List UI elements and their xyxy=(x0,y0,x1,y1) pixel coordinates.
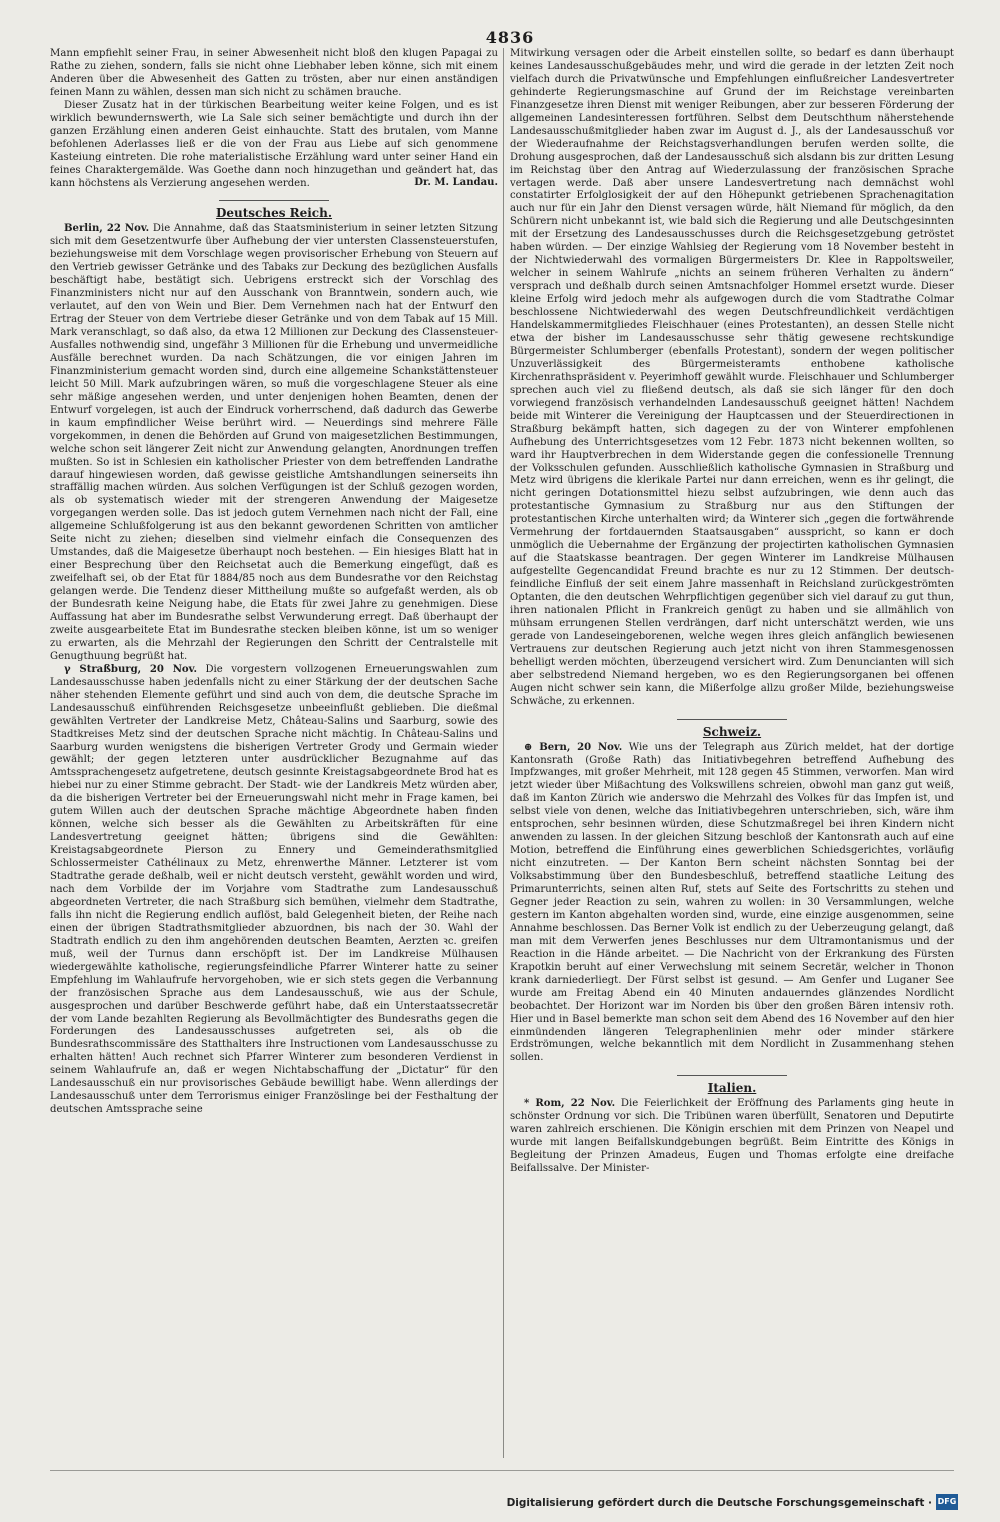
news-item-rom xyxy=(510,1098,954,1176)
news-text: Die vorgestern vollzogenen Erneuerungswahlen zum Landesausschusse haben jedenfalls nicht zu einer Stärkung der der deutschen Sache näher stehenden Elemente geführt und sind auch von dem, die deutsche Sprache im Landesausschuß einführenden Reichsgesetze unbeeinflußt geblieben. Die dießmal gewählten Vertreter der Landkreise Metz, Château-Salins und Saarburg, sowie des Stadtkreises Metz sind der deutschen Sprache nicht mächtig. In Château-Salins und Saarburg wurden wenigstens die bisherigen Vertreter Grody und Germain wieder gewählt; der gegen letzteren unter ausdrücklicher Bezugnahme auf das Amtssprachengesetz aufgetretene, deutsch gesinnte Kreistagsabgeordnete Brod hat es hiebei nur zu einer Stimme gebracht. Der Stadt- wie der Landkreis Metz würden aber, da die bisherigen Vertreter bei der Erneuerungswahl nicht mehr in Frage kamen, bei gutem Willen auch der deutschen Sprache mächtige Abgeordnete haben finden können, welche sich besser als die Gewählten zu Arbeitskräften für eine Landesvertretung geeignet hätten; übrigens sind die Gewählten: Kreistagsabgeordnete Pierson zu Ennery und Gemeinderathsmitglied Schlossermeister Cathélinaux zu Metz, ehrenwerthe Männer. Letzterer ist vom Stadtrathe gerade deßhalb, weil er nicht deutsch versteht, gewählt worden und wird, nach dem Vorbilde der im Vorjahre vom Stadtrathe zum Landesausschuß abgeordneten Vertreter, die nach Straßburg sich bemühen, vielmehr dem Stadtrathe, falls ihn nicht die Regierung endlich auflöst, bald Gelegenheit bieten, der Reihe nach einen der übrigen Stadtrathsmitglieder abzuordnen, bis nach der 30. Wahl der Stadtrath endlich zu den ihm angehörenden deutschen Beamten, Aerzten ꝛc. greifen muß, weil der Turnus dann erschöpft ist. Der im Landkreise Mülhausen wiedergewählte katholische, regierungsfeindliche Pfarrer Winterer hatte zu seiner Empfehlung im Wahlaufrufe hervorgehoben, wie er sich stets gegen die Verbannung der französischen Sprache aus dem Landesausschuß, wie aus der Schule, ausgesprochen und darüber Beschwerde geführt habe, daß ein Unterstaatssecretär der vom Lande bezahlten Regierung als Bevollmächtigter des Bundesraths gegen die Forderungen des Landesausschusses aufgetreten sei, als ob die Bundesrathscommissäre des Statthalters ihre Instructionen vom Landesausschusse zu erhalten hätten! Auch rechnet sich Pfarrer Winterer zum besonderen Verdienst in seinem Wahlaufrufe an, daß er wegen Nichtabschaffung der „Dictatur“ für den Landesausschuß ein nur provisorisches Gebäude bewilligt habe. Wenn allerdings der Landesausschuß unter dem Terrorismus einiger Französlinge bei der Festhaltung der deutschen Amtssprache seine xyxy=(50,663,498,1116)
dateline: * Rom, 22 Nov. xyxy=(524,1098,616,1110)
article-paragraph: Mann empfiehlt seiner Frau, in seiner Abwesenheit nicht bloß den klugen Papagai zu Rathe zu ziehen, sondern, falls sie nicht ohne Liebhaber leben könne, sich mit einem Anderen über die Abwesenheit des Gatten zu trösten, aber nur einen anständigen feinen Mann zu wählen, dessen man sich nicht zu schämen brauche. xyxy=(50,48,498,98)
news-text: Die Annahme, daß das Staatsministerium in seiner letzten Sitzung sich mit dem Gesetzentwurfe über Aufhebung der vier untersten Classensteuerstufen, beziehungsweise mit dem Vorschlage wegen provisorischer Erhebung von Steuern auf den Vertrieb gewisser Getränke und des Tabaks zur Deckung des bezüglichen Ausfalls beschäftigt habe, bestätigt sich. Uebrigens erstreckt sich der Vorschlag des Finanzministers nicht nur auf den Ausschank von Branntwein, sondern auch, wie verlautet, auf den von Wein und Bier. Dem Vernehmen nach hat der Entwurf den Ertrag der Steuer von dem Vertriebe dieser Getränke und von dem Tabak auf 15 Mill. Mark veranschlagt, so daß also, da etwa 12 Millionen zur Deckung des Classensteuer-Ausfalles nothwendig sind, ungefähr 3 Millionen für die Erhebung und unvermeidliche Ausfälle berechnet wurden. Da nach Schätzungen, die vor einigen Jahren im Finanzministerium gemacht worden sind, durch eine allgemeine Schankstättensteuer leicht 50 Mill. Mark aufzubringen wären, so muß die vorgeschlagene Steuer als eine sehr mäßige angesehen werden, und unter denjenigen hohen Beamten, denen der Entwurf vorgelegen, ist auch der Eindruck vorherrschend, daß dadurch das Gewerbe in kaum empfindlicher Weise berührt wird. — Neuerdings sind mehrere Fälle vorgekommen, in denen die Behörden auf Grund von maigesetzlichen Bestimmungen, welche schon seit längerer Zeit nicht zur Anwendung gelangten, Anordnungen treffen mußten. So ist in Schlesien ein katholischer Priester von dem betreffenden Landrathe darauf hingewiesen worden, daß gewisse geistliche Amtshandlungen seinerseits ihn straffällig machen würden. Aus solchen Verfügungen ist der Schluß gezogen worden, als ob systematisch wieder mit der strengeren Anwendung der Maigesetze vorgegangen werden solle. Das ist jedoch gutem Vernehmen nach nicht der Fall, eine allgemeine Schlußfolgerung ist aus den bekannt gewordenen Schritten von amtlicher Seite nicht zu ziehen; dieselben sind vielmehr einfach die Consequenzen des Umstandes, daß die Maigesetze überhaupt noch bestehen. — Ein hiesiges Blatt hat in einer Besprechung über den Reichsetat auch die Bemerkung eingefügt, daß es zweifelhaft sei, ob der Etat für 1884/85 noch aus dem Bundesrathe vor den Reichstag gelangen werde. Die Tendenz dieser Mittheilung mußte so aufgefaßt werden, als ob der Bundesrath keine Neigung habe, die Etats für zwei Jahre zu genehmigen. Diese Auffassung hat aber im Bundesrathe selbst Verwunderung erregt. Daß überhaupt der zweite ausgearbeitete Etat im Bundesrathe stecken bleiben könne, ist um so weniger zu erwarten, als die Mehrzahl der Regierungen den Schritt der Centralstelle mit Genugthuung begrüßt hat. xyxy=(50,223,498,662)
dateline: Berlin, 22 Nov. xyxy=(64,223,150,235)
right-column xyxy=(510,48,954,1458)
page-number: 4836 xyxy=(485,28,535,47)
dateline: ⊕ Bern, 20 Nov. xyxy=(524,741,623,753)
column-divider xyxy=(503,48,504,1458)
section-heading-schweiz: Schweiz. xyxy=(510,719,954,739)
digitization-credit: Digitalisierung gefördert durch die Deutsche Forschungsgemeinschaft · xyxy=(506,1497,932,1509)
news-item-strassburg xyxy=(50,664,498,1117)
news-continuation: Mitwirkung versagen oder die Arbeit einstellen sollte, so bedarf es dann überhaupt keines Landesausschußgebäudes mehr, und wird die gerade in der letzten Zeit noch vielfach durch die Privatwünsche und Empfehlungen einflußreicher Landesvertreter gehinderte Regierungsmaschine auf Grund der im Reichstage vereinbarten Finanzgesetze ihren Dienst mit weniger Reibungen, aber zur besseren Förderung der allgemeinen Landesinteressen fortführen. Selbst dem Deutschthum näherstehende Landesausschußmitglieder haben zwar im August d. J., als der Landesausschuß vor der Wiederaufnahme der Reichstagsverhandlungen berufen werden sollte, die Drohung ausgesprochen, daß der Landesausschuß sich alsdann bis zur dritten Lesung im Reichstag über den Antrag auf Wiederzulassung der französischen Sprache vertagen werde. Daß aber unsere Landesvertretung nach demnächst wohl constatirter Erfolglosigkeit der auf den Höhepunkt getriebenen Sprachenagitation auch nur für ein Jahr den Dienst versagen würde, hält Niemand für möglich, da den Schürern nicht unbekannt ist, wie bald sich die Regierung und alle Deutschgesinnten mit der Ersetzung des Landesausschusses durch die Reichsgesetzgebung getröstet haben würden. — Der einzige Wahlsieg der Regierung vom 18 November besteht in der Nichtwiederwahl des vormaligen Bürgermeisters Dr. Klee in Rappoltsweiler, welcher in seinem Wahlrufe „nichts an seinem früheren Verhalten zu ändern“ versprach und deßhalb durch seinen Amtsnachfolger Hommel ersetzt wurde. Dieser kleine Erfolg wird jedoch mehr als aufgewogen durch die vom Stadtrathe Colmar beschlossene Nichtwiederwahl des wegen Deutschfreundlichkeit verdächtigen Handelskammermitgliedes Fleischhauer (eines Protestanten), an dessen Stelle nicht etwa der bisher im Landesausschusse sehr thätig gewesene rechtskundige Bürgermeister Schlumberger (ebenfalls Protestant), sondern der wegen politischer Unzuverlässigkeit des Bürgermeisteramts enthobene katholische Kirchenrathspräsident v. Peyerimhoff gewählt wurde. Fleischhauer und Schlumberger sprechen auch viel zu fließend deutsch, als daß sie sich länger für den doch vorwiegend französisch verhandelnden Landesausschuß geeignet hätten! Nachdem beide mit Winterer die Vereinigung der Hauptcassen und der Steuerdirectionen in Straßburg bekämpft hatten, sich dagegen zu der von Winterer empfohlenen Aufhebung des Unterrichtsgesetzes vom 12 Febr. 1873 nicht bekennen wollten, so ward ihr Hauptverbrechen in dem Widerstande gegen die confessionelle Trennung der Volksschulen gefunden. Ausschließlich katholische Gymnasien in Straßburg und Metz wird übrigens die klerikale Partei nur dann erreichen, wenn es ihr gelingt, die nicht geringen Dotationsmittel hiezu selbst aufzubringen, wie denn auch das protestantische Gymnasium zu Straßburg nur aus den Stiftungen der protestantischen Kirche unterhalten wird; da Winterer sich „gegen die fortwährende Vermehrung der fortdauernden Staatsausgaben“ ausspricht, so kann er doch unmöglich die Uebernahme der Ergänzung der projectirten katholischen Gymnasien auf die Staatskasse beantragen. Der gegen Winterer im Landkreise Mülhausen aufgestellte Gegencandidat Freund brachte es nur zu 12 Stimmen. Der deutsch-feindliche Einfluß der seit einem Jahre massenhaft in Reichsland zurückgeströmten Optanten, die den deutschen Wehrpflichtigen gegenüber sich viel darauf zu gut thun, ihren nationalen Pflicht in Frankreich genügt zu haben und sie allmählich von mühsam errungenen Stellen verdrängen, darf nicht unterschätzt werden, wie uns gerade von Landeseingeborenen, welche wegen ihres gleich anfänglich bewiesenen Vertrauens zur deutschen Regierung auch jetzt nicht von ihren Stammesgenossen behelligt werden möchten, überzeugend versichert wird. Zum Denuncianten will sich aber selbstredend Niemand hergeben, wo es den Regierungsorganen bei offenen Augen nicht schwer sein kann, die Mißerfolge allzu großer Milde, beziehungsweise Schwäche, zu erkennen. xyxy=(510,48,954,707)
news-item-bern xyxy=(510,742,954,1066)
news-item-berlin xyxy=(50,223,498,663)
left-column xyxy=(50,48,498,1458)
news-text: Die Feierlichkeit der Eröffnung des Parlaments ging heute in schönster Ordnung vor sich. Die Tribünen waren überfüllt, Senatoren und Deputirte waren zahlreich erschienen. Die Königin erschien mit dem Prinzen von Neapel und wurde mit langen Beifallskundgebungen begrüßt. Beim Eintritte des Königs in Begleitung der Prinzen Amadeus, Eugen und Thomas erfolgte eine dreifache Beifallssalve. Der Minister- xyxy=(510,1098,954,1175)
author-signature: Dr. M. Landau. xyxy=(414,177,498,189)
dateline: γ Straßburg, 20 Nov. xyxy=(64,663,198,675)
section-heading-italien: Italien. xyxy=(510,1075,954,1095)
article-paragraph: Dieser Zusatz hat in der türkischen Bearbeitung weiter keine Folgen, und es ist wirklich bewundernswerth, wie La Sale sich seiner bemächtigte und durch ihn der ganzen Erzählung einen anderen Geist einhauchte. Statt des brutalen, vom Manne befohlenen Aderlasses ließ er die von der Frau aus Liebe auf sich genommene Kasteiung eintreten. Die rohe materialistische Erzählung ward unter seiner Hand ein feines Charaktergemälde. Was Goethe dann noch hinzugethan und geändert hat, das kann höchstens als Verzierung angesehen werden. xyxy=(50,99,498,189)
section-heading-deutsches-reich: Deutsches Reich. xyxy=(50,200,498,220)
footer-divider xyxy=(50,1470,954,1471)
news-text: Wie uns der Telegraph aus Zürich meldet, hat der dortige Kantonsrath (Große Rath) das Initiativbegehren betreffend Aufhebung des Impfzwanges, mit großer Mehrheit, mit 128 gegen 45 Stimmen, verworfen. Man wird jetzt wieder über Mißachtung des Volkswillens schreien, obwohl man ganz gut weiß, daß im Kanton Zürich wie anderswo die Mehrzahl des Volkes für das Impfen ist, und selbst viele von denen, welche das Initiativbegehren unterschrieben, sich, wäre ihm entsprochen, sehr besinnen würden, diese Schutzmaßregel bei ihren Kindern nicht anwenden zu lassen. In der gleichen Sitzung beschloß der Kantonsrath auch auf eine Motion, betreffend die Einführung eines gewerblichen Schiedsgerichtes, vorläufig nicht einzutreten. — Der Kanton Bern scheint nächsten Sonntag bei der Volksabstimmung über den Bundesbeschluß, betreffend staatliche Leitung des Primarunterrichts, seinen alten Ruf, stets auf Seite des Fortschritts zu stehen und Gegner jeder Reaction zu sein, wahren zu wollen: in 30 Versammlungen, welche gestern im Kanton abgehalten worden sind, wurde, eine einzige ausgenommen, seine Annahme beschlossen. Das Berner Volk ist endlich zu der Ueberzeugung gelangt, daß man mit dem Verwerfen jenes Beschlusses nur dem Ultramontanismus und der Reaction in die Hände arbeitet. — Die Nachricht von der Erkrankung des Fürsten Krapotkin beruht auf einer Verwechslung mit seinem Secretär, welcher in Thonon krank darniederliegt. Der Fürst selbst ist gesund. — Am Genfer und Luganer See wurde am Freitag Abend ein 40 Minuten andauerndes glänzendes Nordlicht beobachtet. Der Horizont war im Norden bis über den großen Bären intensiv roth. Hier und in Basel bemerkte man schon seit dem Abend des 16 November auf den hier einmündenden längeren Telegraphenlinien mehr oder minder stärkere Erdströmungen, welche bekanntlich mit dem Nordlicht in Zusammenhang stehen sollen. xyxy=(510,741,954,1064)
dfg-logo-icon: DFG xyxy=(936,1494,958,1510)
